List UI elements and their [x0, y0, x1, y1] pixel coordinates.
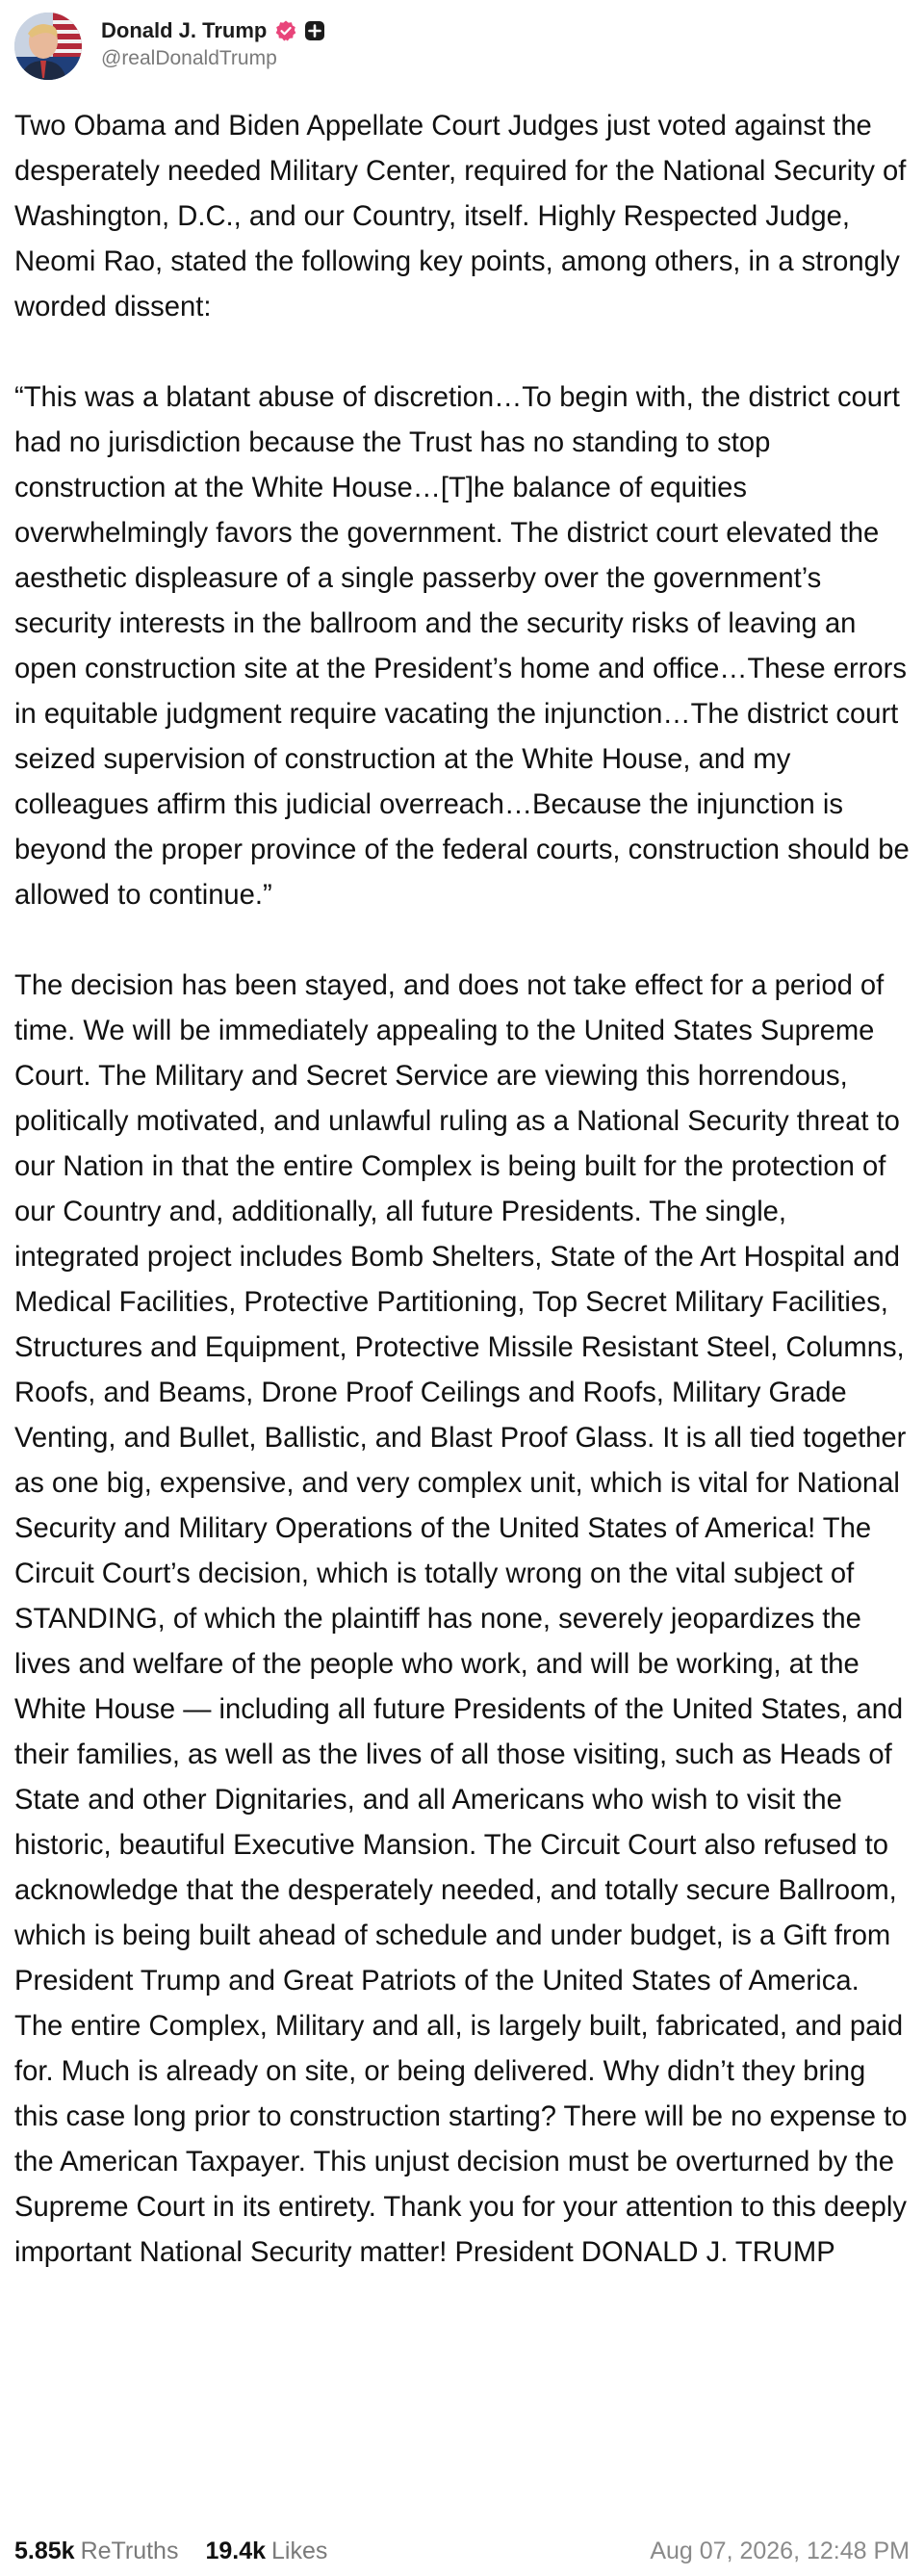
- likes-stat[interactable]: [205, 2537, 327, 2565]
- post-footer: [14, 2532, 910, 2570]
- post-paragraph: Two Obama and Biden Appellate Court Judges just voted against the desperately needed Military Center, required for the National Security of Washington, D.C., and our Country, itself. Highly Respected Judge, Neomi Rao, stated the following key points, among others, in a strongly worded dissent:: [14, 111, 907, 322]
- author-name-row: [101, 14, 325, 47]
- post-paragraph-quote: “This was a blatant abuse of discretion…To begin with, the district court had no jurisdiction because the Trust has no standing to stop construction at the White House…[T]he balance of equities overwhelmingly favors the government. The district court elevated the aesthetic displeasure of a single passerby over the government’s security interests in the ballroom and the security risks of leaving an open construction site at the President’s home and office…These errors in equitable judgment require vacating the injunction…The district court seized supervision of construction at the White House, and my colleagues affirm this judicial overreach…Because the injunction is beyond the proper province of the federal courts, construction should be allowed to continue.”: [14, 382, 910, 911]
- avatar-image: [14, 13, 82, 80]
- post-timestamp[interactable]: Aug 07, 2026, 12:48 PM: [650, 2537, 910, 2564]
- likes-label: Likes: [271, 2537, 328, 2564]
- retruths-count: 5.85k: [14, 2537, 75, 2564]
- avatar[interactable]: [14, 13, 82, 80]
- author-name[interactable]: Donald J. Trump: [101, 18, 268, 42]
- verified-badge-icon: [274, 19, 297, 42]
- retruths-label: ReTruths: [80, 2537, 179, 2564]
- plus-badge-icon: [304, 20, 325, 41]
- retruths-stat[interactable]: [14, 2537, 178, 2565]
- post-header: [14, 0, 910, 92]
- post-body: [14, 104, 910, 2276]
- author-handle[interactable]: @realDonaldTrump: [101, 47, 277, 69]
- likes-count: 19.4k: [205, 2537, 267, 2564]
- post-paragraph: The decision has been stayed, and does not take effect for a period of time. We will be immediately appealing to the United States Supreme Court. The Military and Secret Service are viewing this horrendous, politically motivated, and unlawful ruling as a National Security threat to our Nation in that the entire Complex is being built for the protection of our Country and, additionally, all future Presidents. The single, integrated project includes Bomb Shelters, State of the Art Hospital and Medical Facilities, Protective Partitioning, Top Secret Military Facilities, Structures and Equipment, Protective Missile Resistant Steel, Columns, Roofs, and Beams, Drone Proof Ceilings and Roofs, Military Grade Venting, and Bullet, Ballistic, and Blast Proof Glass. It is all tied together as one big, expensive, and very complex unit, which is vital for National Security and Military Operations of the United States of America! The Circuit Court’s decision, which is totally wrong on the vital subject of STANDING, of which the plaintiff has none, severely jeopardizes the lives and welfare of the people who work, and will be working, at the White House — including all future Presidents of the United States, and their families, as well as the lives of all those visiting, such as Heads of State and other Dignitaries, and all Americans who wish to visit the historic, beautiful Executive Mansion. The Circuit Court also refused to acknowledge that the desperately needed, and totally secure Ballroom, which is being built ahead of schedule and under budget, is a Gift from President Trump and Great Patriots of the United States of America. The entire Complex, Military and all, is largely built, fabricated, and paid for. Much is already on site, or being delivered. Why didn’t they bring this case long prior to construction starting? There will be no expense to the American Taxpayer. This unjust decision must be overturned by the Supreme Court in its entirety. Thank you for your attention to this deeply important National Security matter! President DONALD J. TRUMP: [14, 970, 908, 2268]
- author-info: [101, 14, 325, 70]
